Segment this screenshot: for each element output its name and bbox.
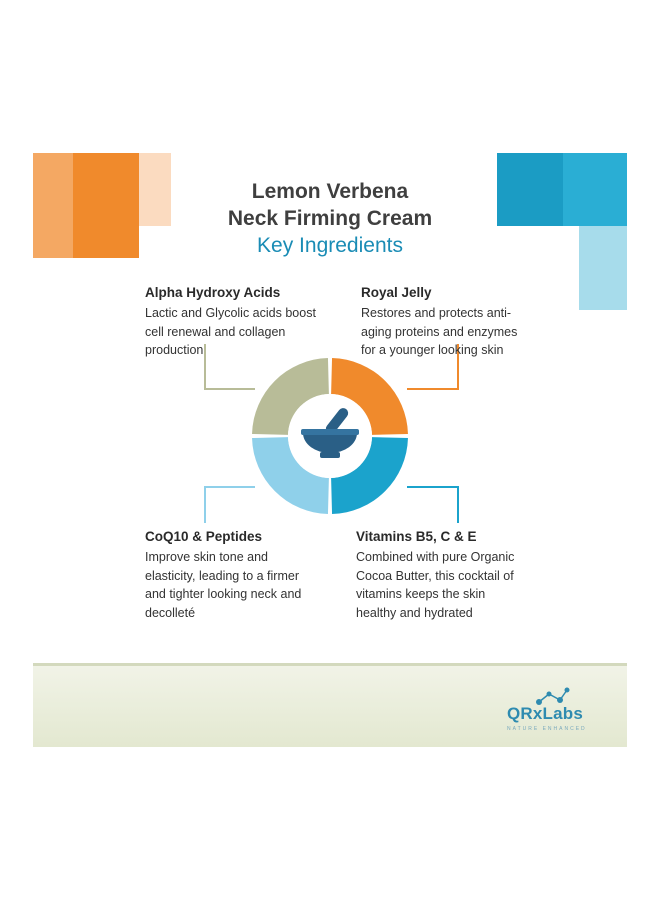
product-name-line1: Lemon Verbena — [251, 180, 409, 203]
ingredient-royal-jelly — [361, 285, 571, 360]
ingredient-description — [145, 548, 355, 622]
description-line: cell renewal and collagen — [145, 324, 286, 339]
description-line: Cocoa Butter, this cocktail of — [356, 568, 514, 583]
ingredient-description — [145, 304, 355, 360]
ingredient-wheel — [33, 153, 627, 747]
ingredient-name: CoQ10 & Peptides — [145, 529, 263, 544]
product-name-line2: Neck Firming Cream — [227, 207, 433, 230]
ingredient-description — [356, 548, 571, 622]
ingredient-description — [361, 304, 571, 360]
description-line: vitamins keeps the skin — [356, 587, 486, 601]
description-line: decolleté — [145, 605, 196, 620]
description-line: elasticity, leading to a firmer — [145, 568, 299, 583]
brand-tagline: NATURE ENHANCED — [507, 726, 587, 732]
ingredient-name: Vitamins B5, C & E — [356, 529, 477, 544]
description-line: Restores and protects anti- — [361, 306, 512, 320]
ingredients-infographic — [33, 153, 627, 747]
description-line: for a younger looking skin — [361, 343, 504, 357]
connector-line-coq10 — [205, 487, 255, 523]
brand-logo — [507, 686, 611, 736]
molecule-icon — [533, 686, 573, 706]
description-line: Combined with pure Organic — [356, 550, 515, 564]
description-line: Lactic and Glycolic acids boost — [145, 306, 316, 320]
description-line: healthy and hydrated — [356, 605, 473, 620]
ingredient-vitamins-b5-c-e — [356, 529, 571, 622]
description-line: and tighter looking neck and — [145, 587, 302, 601]
ingredient-alpha-hydroxy-acids — [145, 285, 355, 360]
brand-name — [507, 704, 583, 724]
brand-name-text: QRxLabs — [507, 704, 584, 723]
connector-line-vitamins — [407, 487, 458, 523]
ingredient-name: Royal Jelly — [361, 285, 432, 300]
ingredient-coq10-peptides — [145, 529, 355, 622]
section-subtitle: Key Ingredients — [257, 234, 403, 257]
description-line: aging proteins and enzymes — [361, 324, 518, 339]
ingredient-name: Alpha Hydroxy Acids — [145, 285, 281, 300]
footer-band — [33, 663, 627, 747]
description-line: Improve skin tone and — [145, 550, 268, 564]
description-line: production — [145, 343, 204, 357]
